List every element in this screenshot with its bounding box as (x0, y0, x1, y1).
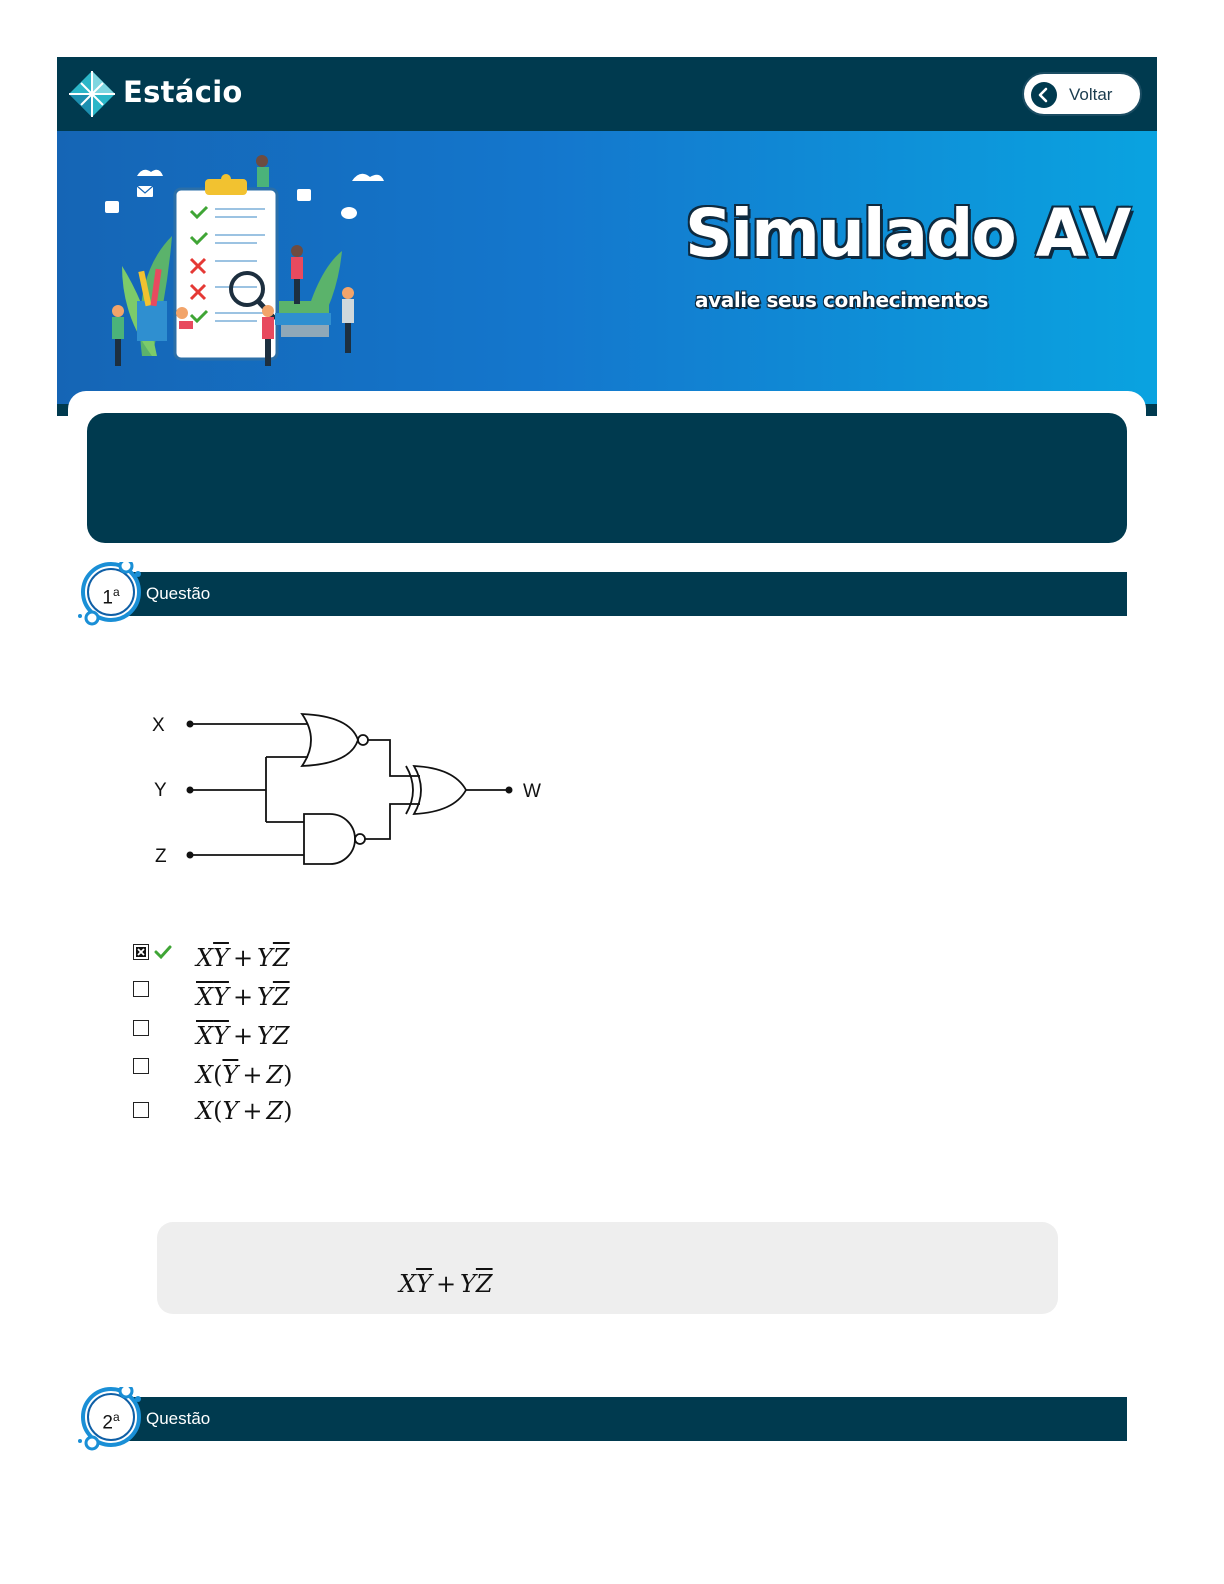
exam-info-card (87, 413, 1127, 543)
banner-title: Simulado AV (685, 195, 1130, 272)
option-d-text[interactable]: $X(\overline{Y} + Z)$ (196, 1061, 293, 1089)
question-1-header (105, 572, 1127, 616)
option-c-checkbox[interactable] (133, 1020, 149, 1036)
option-d-checkbox[interactable] (133, 1058, 149, 1074)
question-2-number: 2$^a$ (102, 1410, 120, 1434)
circuit-output-w: W (523, 781, 541, 802)
question-2-label: Questão (146, 1409, 211, 1428)
back-button-label: Voltar (1069, 85, 1113, 104)
option-c-text[interactable]: $\overline{X}\overline{Y}$ + YZ (196, 1022, 290, 1050)
question-badge-icon (78, 562, 140, 624)
checkmark-icon (154, 944, 172, 960)
option-a-text[interactable]: $X\overline{Y} + Y\overline{Z}$ (196, 944, 290, 972)
option-a-checkbox[interactable] (133, 944, 149, 960)
question-2-header (105, 1397, 1127, 1441)
answer-expression: $X\overline{Y} + Y\overline{Z}$ (399, 1270, 493, 1298)
circuit-input-z: Z (155, 846, 167, 867)
question-1-label: Questão (146, 584, 211, 603)
top-bar (57, 57, 1157, 131)
option-b-checkbox[interactable] (133, 981, 149, 997)
brand-name: Estácio (123, 75, 243, 109)
checkbox-x-icon (135, 946, 147, 958)
banner (57, 131, 1157, 416)
question-1-number: 1$^a$ (102, 585, 120, 609)
quiz-illustration-icon (97, 151, 417, 386)
circuit-input-x: X (152, 715, 165, 736)
option-b-text[interactable]: $\overline{X}\overline{Y} + Y\overline{Z}$ (196, 983, 290, 1011)
back-button[interactable] (1022, 72, 1142, 116)
banner-subtitle: avalie seus conhecimentos (695, 288, 989, 312)
logic-circuit-diagram (140, 700, 560, 875)
chevron-left-icon (1031, 82, 1057, 108)
option-e-checkbox[interactable] (133, 1102, 149, 1118)
circuit-input-y: Y (154, 780, 167, 801)
option-e-text[interactable]: X(Y + Z) (196, 1097, 293, 1125)
question-badge-icon (78, 1387, 140, 1449)
answer-explanation-box (157, 1222, 1058, 1314)
estacio-logo-icon (67, 69, 117, 119)
